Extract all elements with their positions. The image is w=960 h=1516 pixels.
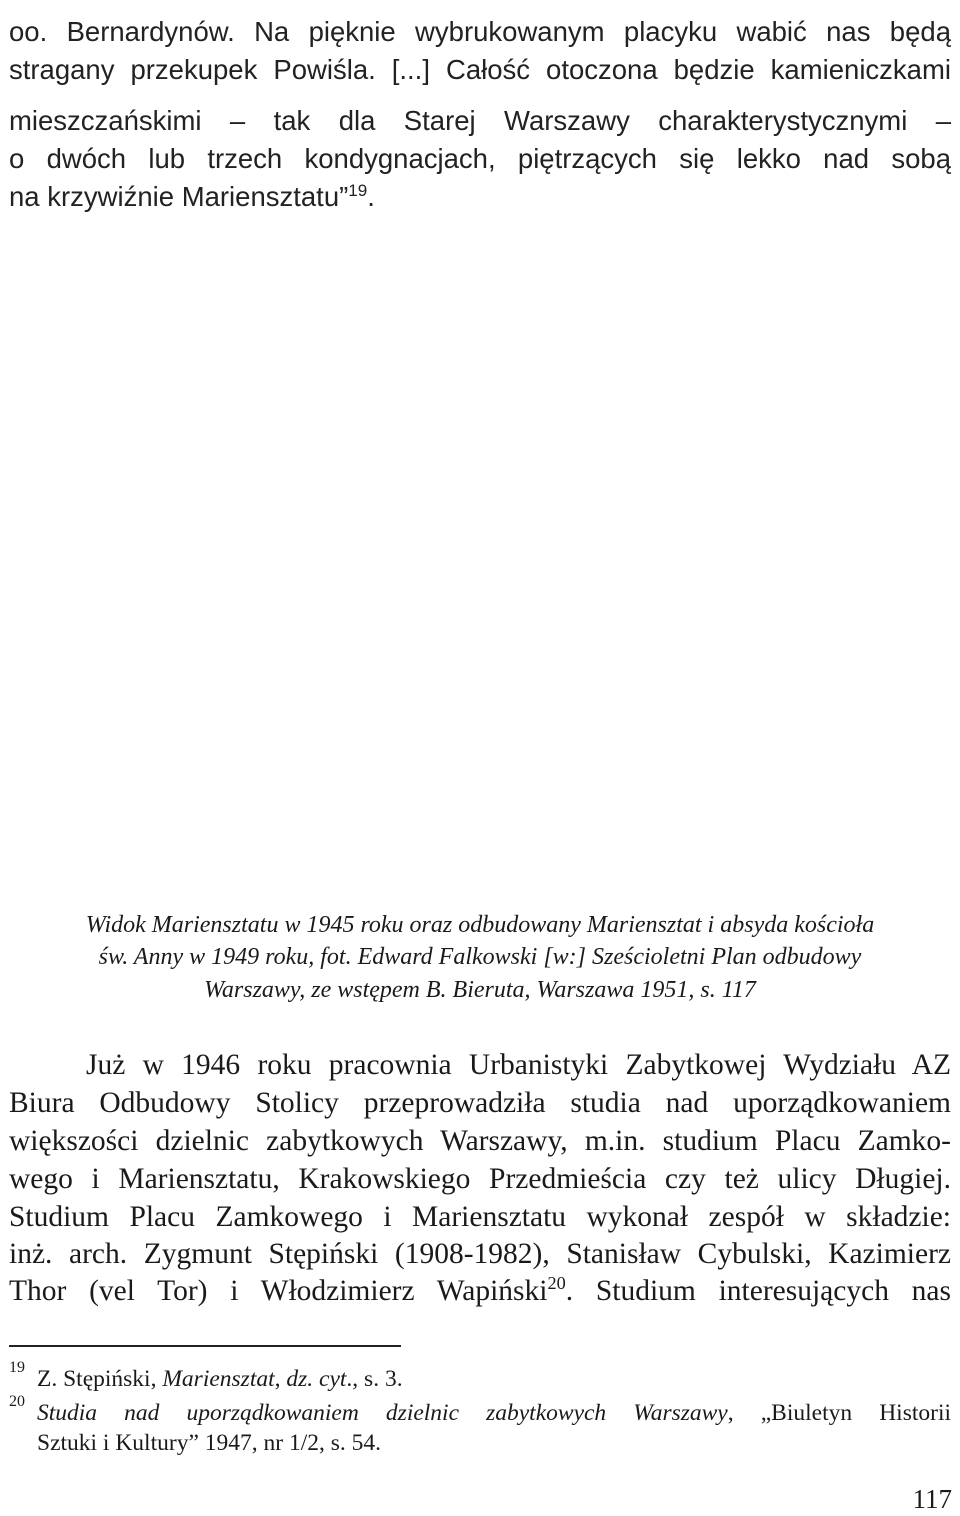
footnote-pages: ., s. 3. (346, 1366, 403, 1392)
body-line-6: inż. arch. Zygmunt Stępiński (1908-1982), Stanisław Cybulski, Kazimierz (9, 1238, 951, 1270)
quote-line-4: o dwóch lub trzech kondygnacjach, piętrzących się lekko nad sobą (9, 143, 951, 174)
body-last-text: Thor (vel Tor) i Włodzimierz Wapiński (9, 1275, 548, 1307)
body-line-3: większości dzielnic zabytkowych Warszawy, m.in. studium Placu Zamko- (9, 1125, 951, 1157)
footnote-title: Mariensztat (162, 1366, 275, 1392)
body-line-5: Studium Placu Zamkowego i Mariensztatu wykonał zespół w składzie: (9, 1201, 951, 1233)
footnote-number: 20 (9, 1393, 25, 1410)
footnote-19 (9, 1359, 609, 1394)
figure-caption-line-2: św. Anny w 1949 roku, fot. Edward Falkowski [w:] Sześcioletni Plan odbudowy (98, 944, 862, 970)
footnote-ref-19[interactable]: 19 (348, 180, 368, 200)
footnote-abbr: dz. cyt (286, 1366, 347, 1392)
quote-last-tail: . (367, 181, 375, 212)
body-last-tail: . Studium interesujących nas (565, 1275, 951, 1307)
footnote-ref-20[interactable]: 20 (547, 1273, 566, 1294)
quote-line-2: stragany przekupek Powiśla. [...] Całość otoczona będzie kamieniczkami (9, 54, 951, 85)
footnote-author: Z. Stępiński, (37, 1366, 163, 1392)
footnote-separator (9, 1345, 401, 1347)
footnote-sep: , (274, 1366, 287, 1392)
figure-caption-line-1: Widok Mariensztatu w 1945 roku oraz odbudowany Mariensztat i absyda kościoła (85, 912, 875, 938)
footnote-text-line-2: Sztuki i Kultury” 1947, nr 1/2, s. 54. (37, 1430, 381, 1456)
quote-last-text: na krzywiźnie Mariensztatu” (9, 181, 349, 212)
footnote-20 (9, 1393, 951, 1460)
quote-line-3: mieszczańskimi – tak dla Starej Warszawy charakterystycznymi – (9, 105, 951, 136)
figure-caption-line-3: Warszawy, ze wstępem B. Bieruta, Warszawa 1951, s. 117 (204, 977, 756, 1003)
page-number: 117 (912, 1484, 952, 1514)
footnote-source: , „Biuletyn Historii (727, 1400, 951, 1426)
body-line-2: Biura Odbudowy Stolicy przeprowadziła studia nad uporządkowaniem (9, 1087, 951, 1119)
body-line-7 (9, 1272, 951, 1310)
figure-placeholder (9, 228, 951, 888)
body-line-1: Już w 1946 roku pracownia Urbanistyki Zabytkowej Wydziału AZ (86, 1049, 951, 1081)
footnote-title: Studia nad uporządkowaniem dzielnic zabytkowych Warszawy (37, 1400, 728, 1426)
footnote-number: 19 (9, 1359, 25, 1376)
quote-line-1: oo. Bernardynów. Na pięknie wybrukowanym placyku wabić nas będą (9, 16, 951, 47)
body-line-4: wego i Mariensztatu, Krakowskiego Przedmieścia czy też ulicy Długiej. (9, 1163, 951, 1195)
footnote-text (37, 1364, 403, 1394)
footnote-text (37, 1398, 951, 1428)
quote-line-5 (9, 178, 951, 216)
